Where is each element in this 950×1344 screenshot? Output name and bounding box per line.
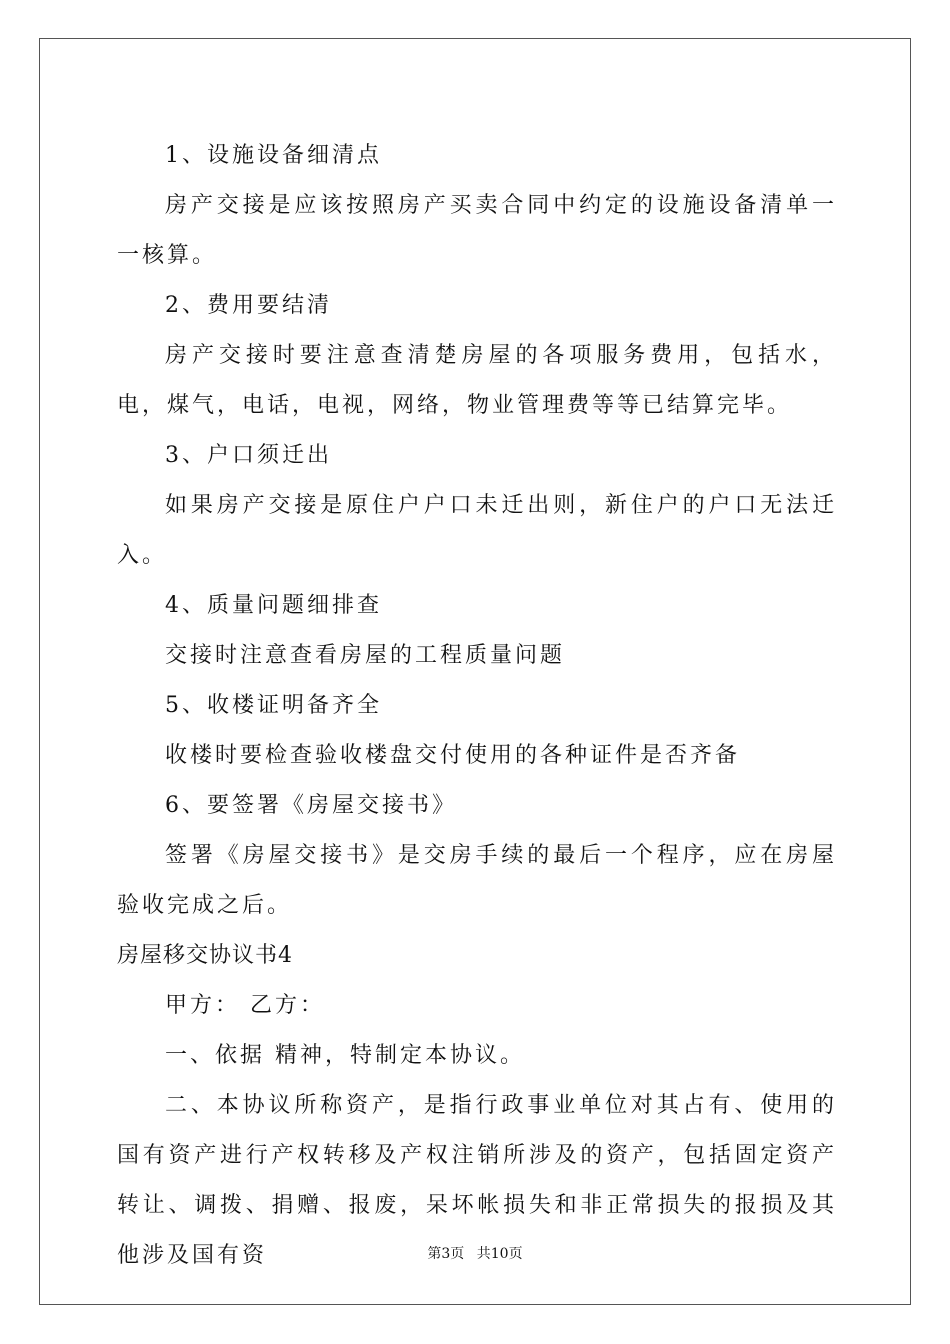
item-heading-3: 3、户口须迁出 — [165, 443, 332, 468]
paragraph-fees: 房产交接时要注意查清楚房屋的各项服务费用，包括水，电，煤气，电话，电视，网络，物业管理费等等已结算完毕。 — [117, 343, 837, 418]
document-body — [117, 131, 837, 1281]
item-heading-1: 1、设施设备细清点 — [165, 143, 382, 168]
clause-2: 二、本协议所称资产，是指行政事业单位对其占有、使用的国有资产进行产权转移及产权注销所涉及的资产，包括固定资产转让、调拨、捐赠、报废，呆坏帐损失和非正常损失的报损及其他涉及国有资 — [117, 1093, 837, 1268]
page-total: 共10页 — [476, 1246, 523, 1262]
paragraph-handover-letter: 签署《房屋交接书》是交房手续的最后一个程序，应在房屋验收完成之后。 — [117, 843, 837, 918]
section-title: 房屋移交协议书4 — [117, 943, 293, 968]
paragraph-facilities: 房产交接是应该按照房产买卖合同中约定的设施设备清单一一核算。 — [117, 193, 837, 268]
clause-1: 一、依据 精神，特制定本协议。 — [165, 1043, 525, 1068]
item-heading-4: 4、质量问题细排查 — [165, 593, 382, 618]
page-number: 第3页 — [427, 1246, 465, 1262]
item-heading-5: 5、收楼证明备齐全 — [165, 693, 382, 718]
item-heading-2: 2、费用要结清 — [165, 293, 332, 318]
parties-line: 甲方： 乙方： — [165, 993, 325, 1018]
page-footer — [0, 1243, 950, 1263]
item-heading-6: 6、要签署《房屋交接书》 — [165, 793, 457, 818]
paragraph-household: 如果房产交接是原住户户口未迁出则，新住户的户口无法迁入。 — [117, 493, 837, 568]
paragraph-quality: 交接时注意查看房屋的工程质量问题 — [165, 643, 566, 668]
paragraph-documents: 收楼时要检查验收楼盘交付使用的各种证件是否齐备 — [165, 743, 741, 768]
